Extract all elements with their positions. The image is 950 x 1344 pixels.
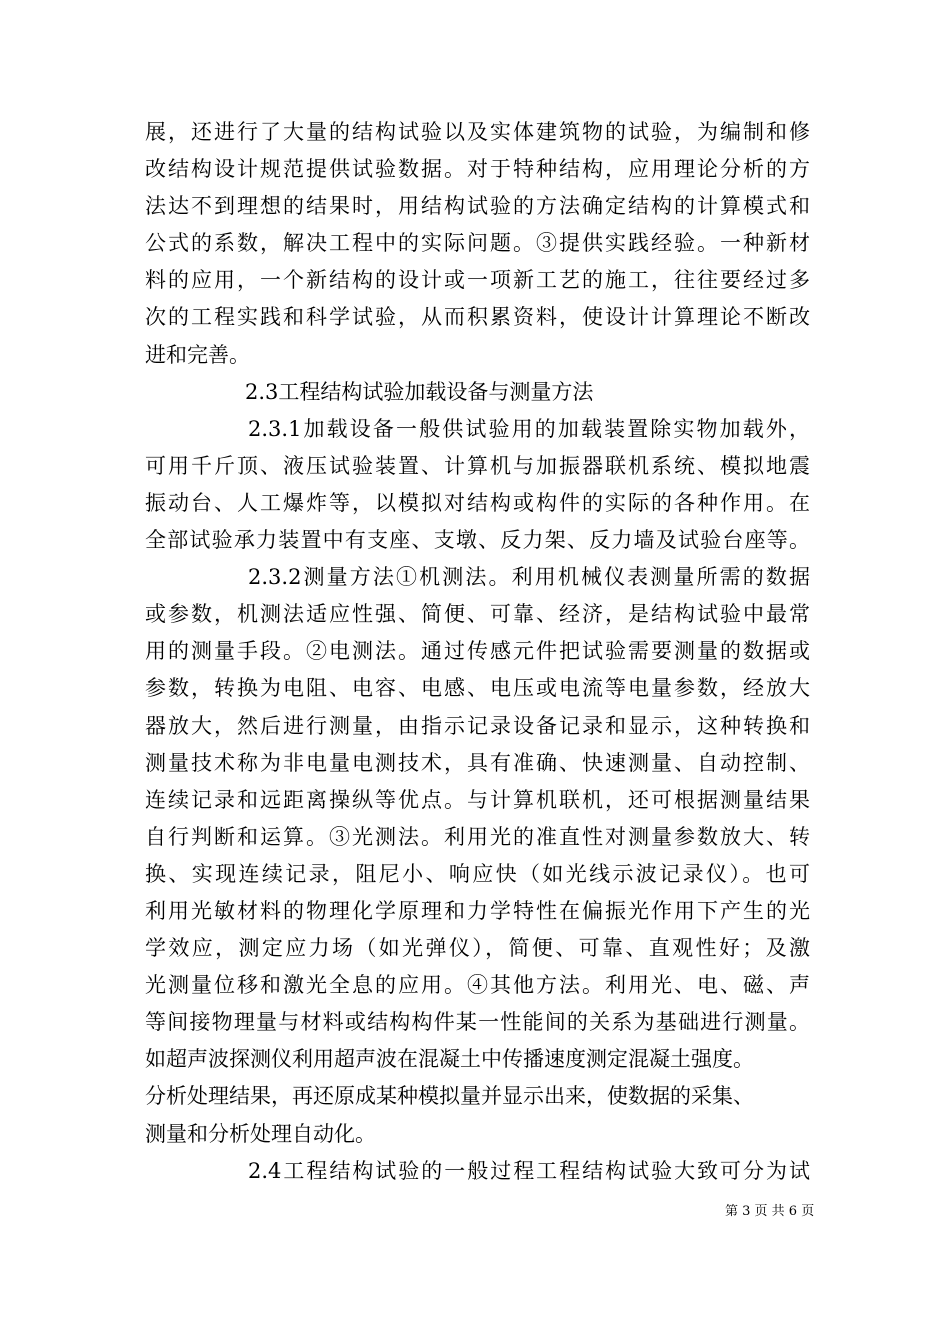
text-line: 次的工程实践和科学试验，从而积累资料，使设计计算理论不断改 xyxy=(145,305,810,330)
text-line: 换、实现连续记录，阻尼小、响应快（如光线示波记录仪）。也可 xyxy=(145,861,810,886)
text-line: 料的应用，一个新结构的设计或一项新工艺的施工，往往要经过多 xyxy=(145,268,810,293)
text-line: 器放大，然后进行测量，由指示记录设备记录和显示，这种转换和 xyxy=(145,713,810,738)
text-line: 2.3.2测量方法①机测法。利用机械仪表测量所需的数据 xyxy=(248,565,810,590)
text-line: 可用千斤顶、液压试验装置、计算机与加振器联机系统、模拟地震 xyxy=(145,453,810,478)
section-heading-2-3: 2.3工程结构试验加载设备与测量方法 xyxy=(245,379,594,404)
text-line: 参数，转换为电阻、电容、电感、电压或电流等电量参数，经放大 xyxy=(145,676,810,701)
text-line: 法达不到理想的结果时，用结构试验的方法确定结构的计算模式和 xyxy=(145,194,810,219)
text-line: 公式的系数，解决工程中的实际问题。③提供实践经验。一种新材 xyxy=(145,231,810,256)
text-line: 自行判断和运算。③光测法。利用光的准直性对测量参数放大、转 xyxy=(145,824,810,849)
text-line: 学效应，测定应力场（如光弹仪），简便、可靠、直观性好；及激 xyxy=(145,936,810,961)
body-text xyxy=(145,114,810,1190)
page-number: 第 3 页 共 6 页 xyxy=(725,1204,815,1219)
text-line: 光测量位移和激光全息的应用。④其他方法。利用光、电、磁、声 xyxy=(145,973,810,998)
section-heading-2-4: 2.4工程结构试验的一般过程工程结构试验大致可分为试 xyxy=(248,1158,810,1183)
text-line: 测量技术称为非电量电测技术，具有准确、快速测量、自动控制、 xyxy=(145,750,810,775)
text-line: 进和完善。 xyxy=(145,342,250,367)
text-line: 连续记录和远距离操纵等优点。与计算机联机，还可根据测量结果 xyxy=(145,787,810,812)
text-line: 振动台、人工爆炸等，以模拟对结构或构件的实际的各种作用。在 xyxy=(145,490,810,515)
text-line: 用的测量手段。②电测法。通过传感元件把试验需要测量的数据或 xyxy=(145,639,810,664)
text-line: 改结构设计规范提供试验数据。对于特种结构，应用理论分析的方 xyxy=(145,157,810,182)
text-line: 测量和分析处理自动化。 xyxy=(145,1121,376,1146)
text-line: 2.3.1加载设备一般供试验用的加载装置除实物加载外， xyxy=(248,416,810,441)
text-line: 展，还进行了大量的结构试验以及实体建筑物的试验，为编制和修 xyxy=(145,120,810,144)
text-line: 全部试验承力装置中有支座、支墩、反力架、反力墙及试验台座等。 xyxy=(145,528,810,553)
text-line: 分析处理结果，再还原成某种模拟量并显示出来，使数据的采集、 xyxy=(145,1084,754,1109)
text-line: 利用光敏材料的物理化学原理和力学特性在偏振光作用下产生的光 xyxy=(145,898,810,923)
text-line: 或参数，机测法适应性强、简便、可靠、经济，是结构试验中最常 xyxy=(145,602,810,627)
text-line: 如超声波探测仪利用超声波在混凝土中传播速度测定混凝土强度。 xyxy=(145,1047,754,1072)
text-line: 等间接物理量与材料或结构构件某一性能间的关系为基础进行测量。 xyxy=(145,1010,810,1035)
